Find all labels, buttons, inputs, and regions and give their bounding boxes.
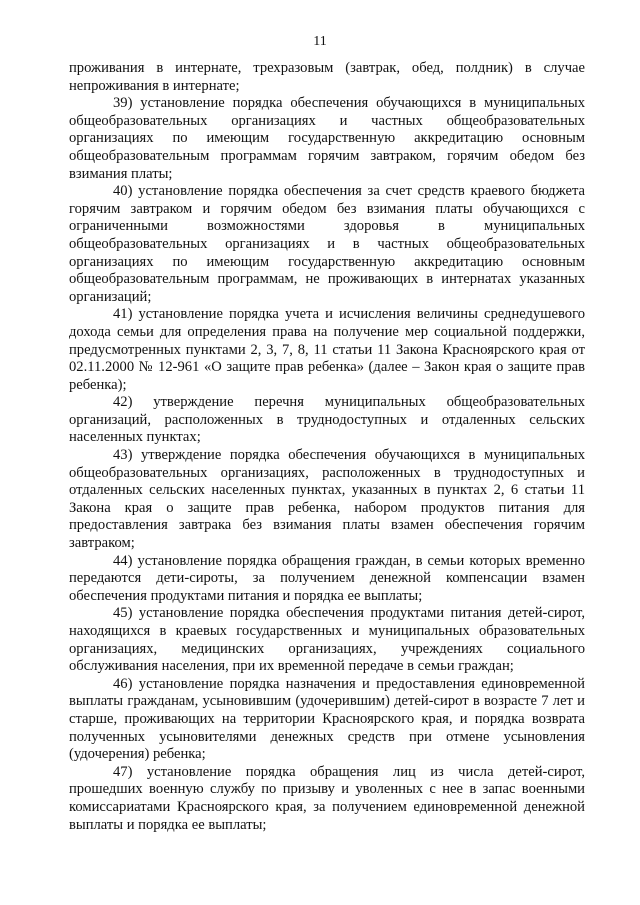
document-body (69, 60, 585, 834)
paragraph-item-44: 44) установление порядка обращения граждан, в семьи которых временно передаются дети-сироты, за получением денежной компенсации взамен обеспечения продуктами питания и порядка ее выплаты; (69, 552, 585, 604)
paragraph-item-40: 40) установление порядка обеспечения за счет средств краевого бюджета горячим завтраком и горячим обедом без взимания платы обучающихся с ограниченными возможностями здоровья в муниципальных общеобразовательных организациях и в частных общеобразовательных организациях по имеющим государственную аккредитацию основным общеобразовательным программам, не проживающих в интернатах указанных организаций; (69, 183, 585, 305)
paragraph-item-46: 46) установление порядка назначения и предоставления единовременной выплаты гражданам, усыновившим (удочерившим) детей-сирот в возрасте 7 лет и старше, проживающих на территории Красноярского края, и порядка возврата полученных усыновителями денежных средств при отмене усыновления (удочерения) ребенка; (69, 675, 585, 763)
paragraph-item-47: 47) установление порядка обращения лиц из числа детей-сирот, прошедших военную службу по призыву и уволенных с нее в запас военными комиссариатами Красноярского края, за получением единовременной денежной выплаты и порядка ее выплаты; (69, 763, 585, 833)
paragraph-item-45: 45) установление порядка обеспечения продуктами питания детей-сирот, находящихся в краевых государственных и муниципальных образовательных организациях, медицинских организациях, учреждениях социального обслуживания населения, при их временной передаче в семьи граждан; (69, 605, 585, 675)
paragraph-item-42: 42) утверждение перечня муниципальных общеобразовательных организаций, расположенных в труднодоступных и отдаленных сельских населенных пунктах; (69, 394, 585, 446)
paragraph-item-39: 39) установление порядка обеспечения обучающихся в муниципальных общеобразовательных организациях и частных общеобразовательных организациях по имеющим государственную аккредитацию основным общеобразовательным программам горячим завтраком, горячим обедом без взимания платы; (69, 95, 585, 182)
page-number: 11 (313, 34, 327, 49)
paragraph-item-41: 41) установление порядка учета и исчисления величины среднедушевого дохода семьи для определения права на получение мер социальной поддержки, предусмотренных пунктами 2, 3, 7, 8, 11 статьи 11 Закона Красноярского края от 02.11.2000 № 12-961 «О защите прав ребенка» (далее – Закон края о защите прав ребенка); (69, 306, 585, 393)
paragraph-item-43: 43) утверждение порядка обеспечения обучающихся в муниципальных общеобразовательных организациях, расположенных в труднодоступных и отдаленных сельских населенных пунктах, указанных в пунктах 2, 6 статьи 11 Закона края о защите прав ребенка, набором продуктов питания для предоставления завтрака без взимания платы взамен обеспечения горячим завтраком; (69, 447, 585, 552)
paragraph-continuation: проживания в интернате, трехразовым (завтрак, обед, полдник) в случае непроживания в интернате; (69, 60, 585, 94)
